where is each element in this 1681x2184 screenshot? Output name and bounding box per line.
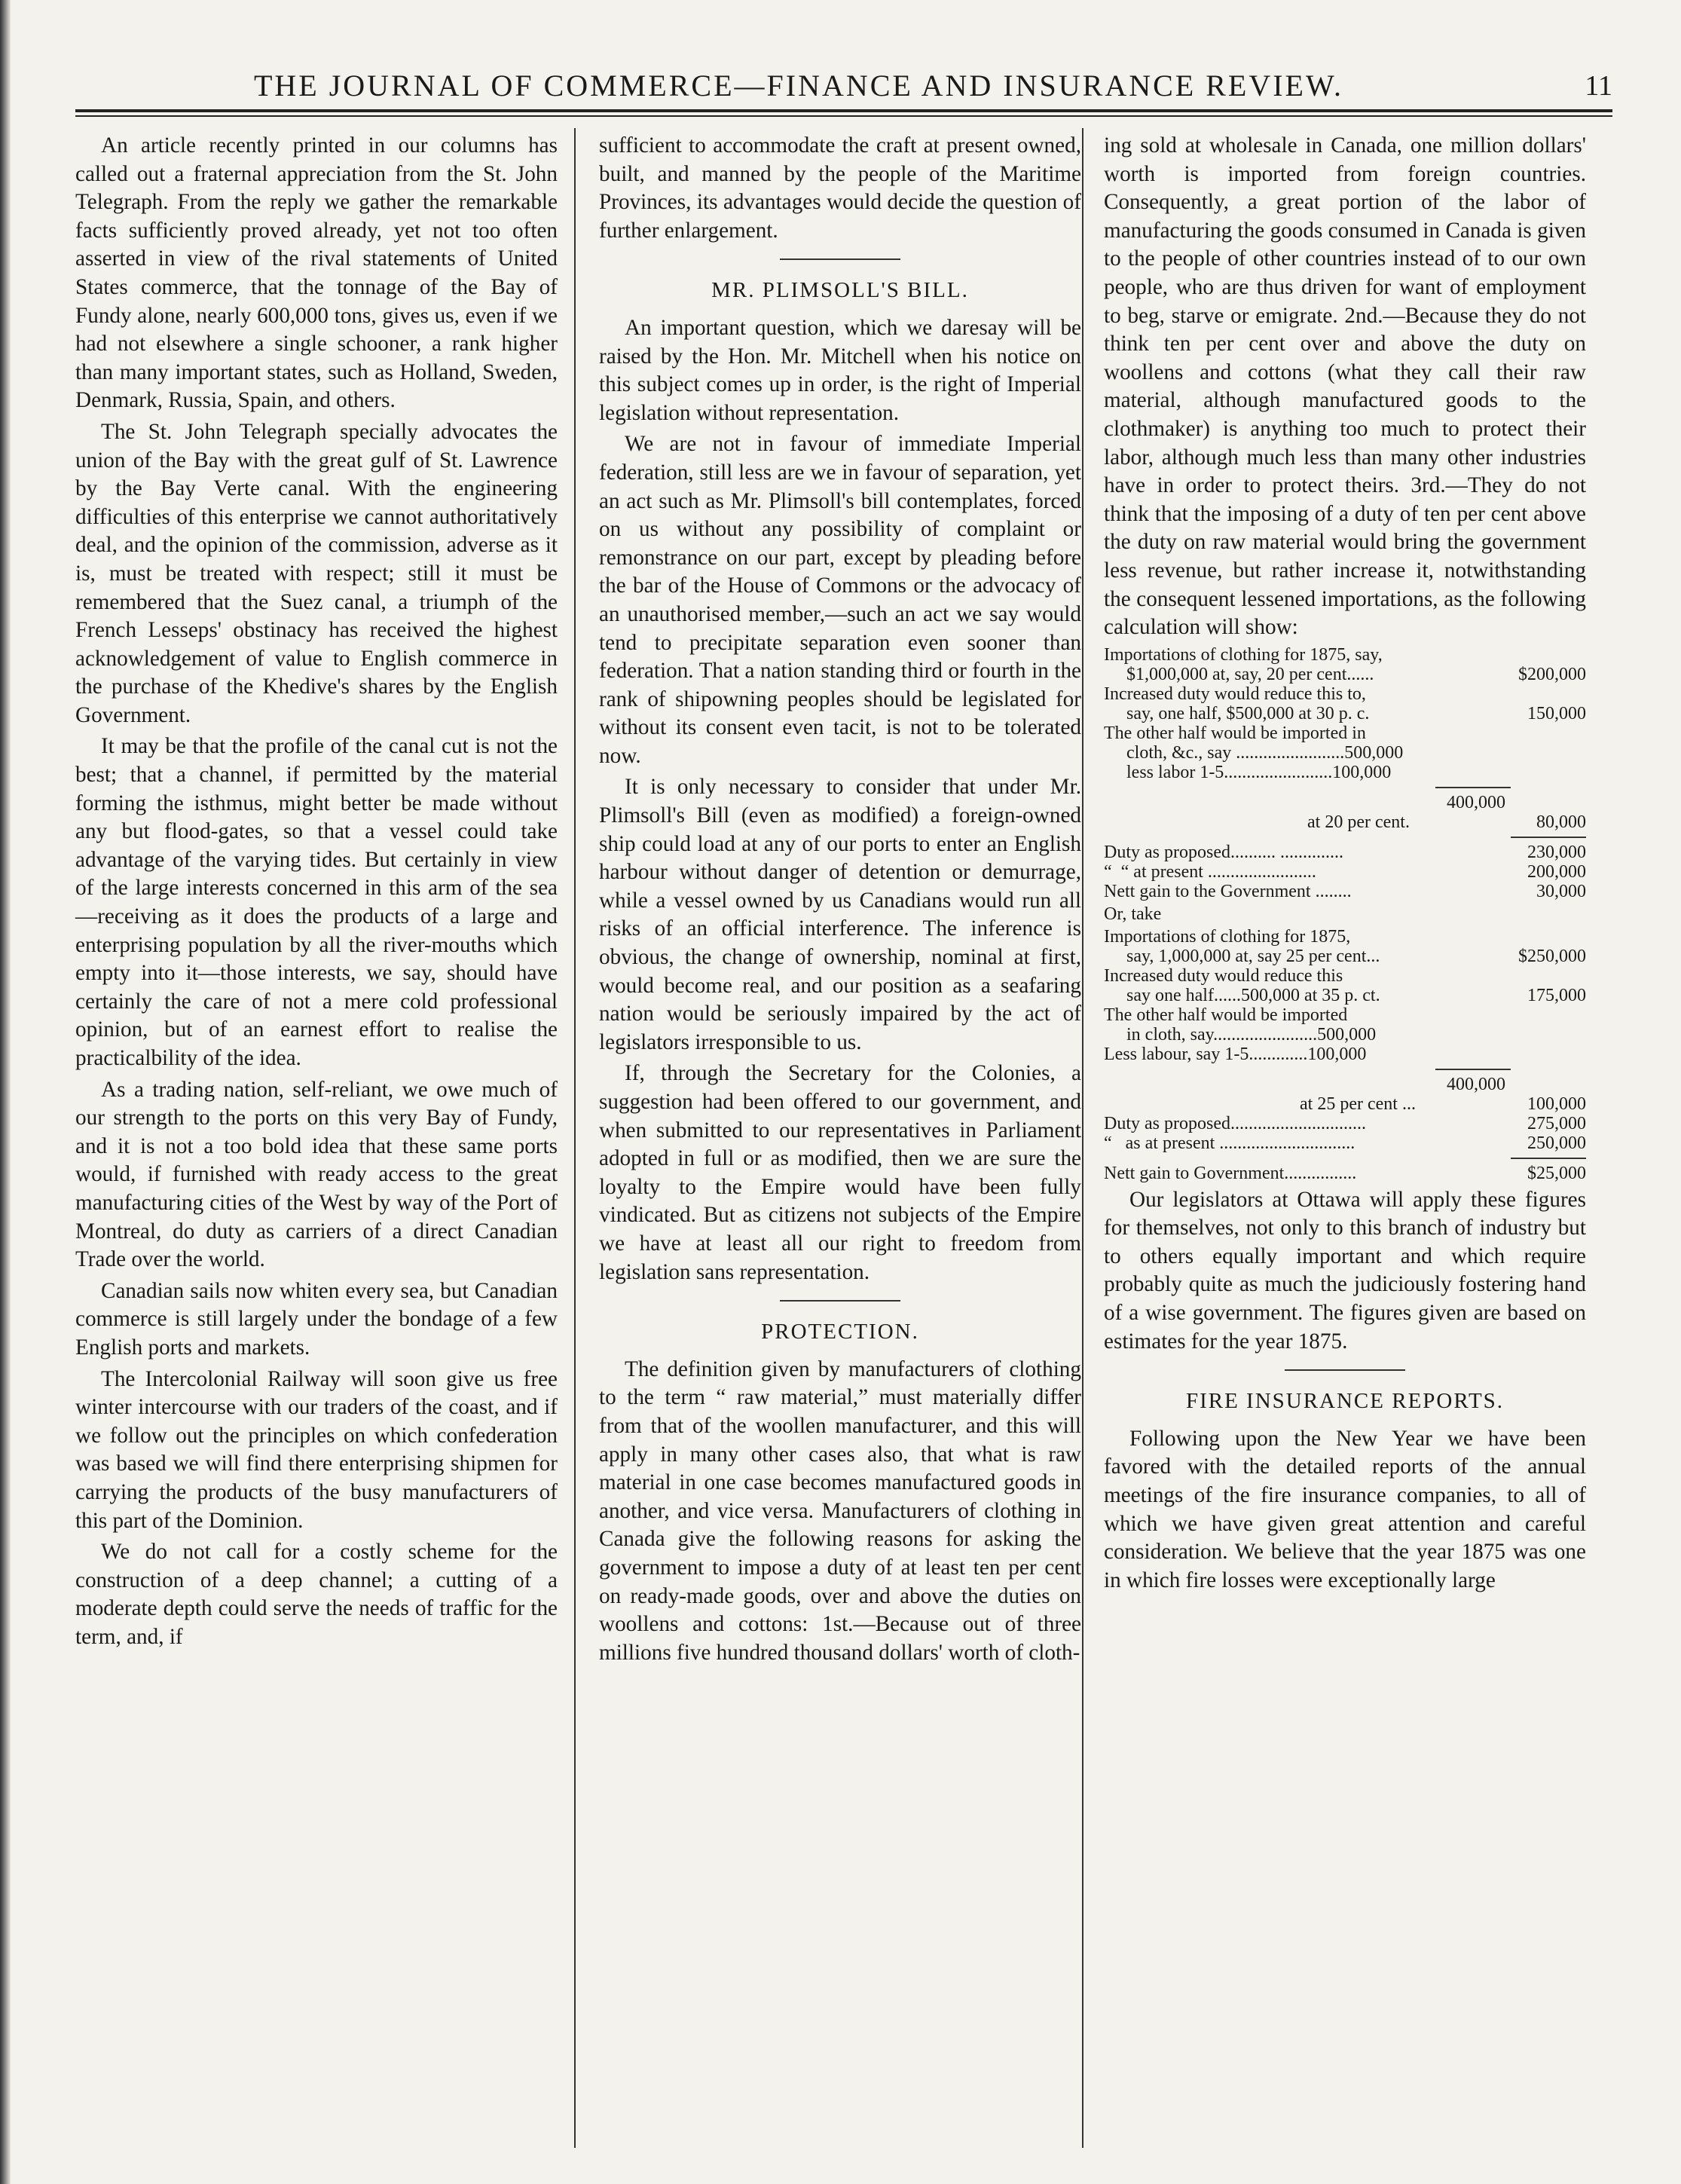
column-divider-2 — [1082, 128, 1083, 2148]
header-rule-thick — [75, 109, 1612, 112]
calc-line: Increased duty would reduce this — [1104, 965, 1343, 986]
calc-subtotal: 400,000 — [1447, 1074, 1505, 1094]
or-take-label: Or, take — [1104, 904, 1162, 924]
continued-paragraph: sufficient to accommodate the craft at present owned, built, and manned by the people of the Maritime Provinces, its advantages would decide the question of further enlargement. — [599, 133, 1081, 243]
sum-rule — [1435, 787, 1511, 788]
calc-row: at 20 per cent. 80,000 — [1307, 812, 1586, 832]
calc-row: Duty as proposed.............................. 275,000 — [1104, 1113, 1586, 1133]
article-paragraph: If, through the Secretary for the Colonies, a suggestion had been offered to our government, and when submitted to our representatives in Parliament adopted in full or as modified, then we are sure the loyalty to the Empire would have been fully vindicated. But as citizens not subjects of the Empire we have at least all our right to freedom from legislation sans representation. — [599, 1061, 1081, 1284]
article-paragraph: An article recently printed in our columns has called out a fraternal appreciation from the St. John Telegraph. From the reply we gather the remarkable facts sufficiently proved already, yet not too often asserted in view of the rival statements of United States commerce, that the tonnage of the Bay of Fundy alone, nearly 600,000 tons, gives us, even if we had not elsewhere a single schooner, a rank higher than many important states, such as Holland, Sweden, Denmark, Russia, Spain, and others. — [75, 133, 558, 413]
column-2 — [599, 132, 1081, 1667]
calc-line: The other half would be imported — [1104, 1005, 1348, 1025]
calc-row: Duty as proposed.......... .............. 230,000 — [1104, 842, 1586, 862]
journal-title: THE JOURNAL OF COMMERCE—FINANCE AND INSURANCE REVIEW. — [253, 69, 1344, 102]
article-paragraph: We do not call for a costly scheme for the construction of a deep channel; a cutting of a moderate depth could serve the needs of traffic for the term, and, if — [75, 1540, 558, 1649]
article-paragraph: The Intercolonial Railway will soon give us free winter intercourse with our traders of the coast, and if we follow out the principles on which confederation was based we will find there enterprising shipmen for carrying the products of the busy manufacturers of this part of the Dominion. — [75, 1366, 558, 1533]
calc-row: “ “ at present ........................ 200,000 — [1104, 861, 1586, 882]
section-heading-protection: PROTECTION. — [761, 1320, 919, 1344]
article-paragraph: As a trading nation, self-reliant, we owe much of our strength to the ports on this very Bay of Fundy, and it is not a too bold idea that these same ports would, if furnished with ready access to the great manufacturing cities of the West by way of the Port of Montreal, do duty as carriers of a direct Canadian Trade over the world. — [75, 1077, 558, 1272]
article-paragraph: The St. John Telegraph specially advocates the union of the Bay with the great gulf of St. Lawrence by the Bay Verte canal. With the engineering difficulties of this enterprise we cannot authoritatively deal, and the opinion of the commission, adverse as it is, must be treated with respect; still it must be remembered that the Suez canal, a triumph of the French Lesseps' obstinacy has received the highest acknowledgement of value to English commerce in the purchase of the Khedive's shares by the English Government. — [75, 419, 558, 727]
section-rule — [780, 258, 900, 260]
column-3 — [1104, 132, 1586, 1595]
continued-paragraph: ing sold at wholesale in Canada, one million dollars' worth is imported from foreign countries. Consequently, a great portion of the labor of manufacturing the goods consumed in Canada is given to the people of other countries instead of to our own people, who are thus driven for want of employment to beg, starve or emigrate. 2nd.—Because they do not think ten per cent over and above the duty on woollens and cottons (what they call their raw material, although manufactured goods to the clothmaker) is anything too much to protect their labor, although much less than many other industries have in order to protect theirs. 3rd.—They do not think that the imposing of a duty of ten per cent above the duty on raw material would bring the government less revenue, but rather increase it, notwithstanding the consequent lessened importations, as the following calculation will show: — [1104, 133, 1586, 640]
calc-row: say, 1,000,000 at, say 25 per cent... $250,000 — [1126, 946, 1586, 966]
article-paragraph: It is only necessary to consider that under Mr. Plimsoll's Bill (even as modified) a foreign-owned ship could load at any of our ports to enter an English harbour without danger of detention or demurrage, while a vessel owned by us Canadians would run all risks of an official interference. The inference is obvious, the change of ownership, nominal at first, would become real, and our position as a seafaring nation would be seriously impaired by the act of legislators irresponsible to us. — [599, 775, 1081, 1054]
section-rule — [780, 1300, 900, 1302]
article-paragraph: We are not in favour of immediate Imperial federation, still less are we in favour of separation, yet an act such as Mr. Plimsoll's bill contemplates, forced on us without any possibility of complaint or remonstrance on our part, except by pleading before the bar of the House of Commons or the advocacy of an unauthorised member,—such an act we say would tend to precipitate separation even sooner than federation. That a nation standing third or fourth in the rank of shipowning peoples should be legislated for without its consent even tacit, is not to be tolerated now. — [599, 432, 1081, 768]
sum-rule — [1511, 837, 1586, 838]
page-number: 11 — [1585, 70, 1612, 102]
calc-line: Less labour, say 1-5.............100,000 — [1104, 1044, 1367, 1064]
article-paragraph: The definition given by manufacturers of clothing to the term “ raw material,” must materially differ from that of the woollen manufacturer, and this will apply in many other cases also, that what is raw material in one case becomes manufactured goods in another, and vice versa. Manufacturers of clothing in Canada give the following reasons for asking the government to impose a duty of at least ten per cent on ready-made goods, over and above the duties on woollens and cottons: 1st.—Because out of three millions five hundred thousand dollars' worth of cloth- — [599, 1357, 1081, 1665]
calculation-table-2 — [1104, 927, 1586, 1183]
calc-line: in cloth, say.......................500,000 — [1126, 1024, 1377, 1045]
article-paragraph: Our legislators at Ottawa will apply these figures for themselves, not only to this branch of industry but to others equally important and which require probably quite as much the judiciously fostering hand of a wise government. The figures given are based on estimates for the year 1875. — [1104, 1187, 1586, 1354]
page-edge-shadow — [0, 0, 11, 2184]
calc-row: Nett gain to Government................ $25,000 — [1104, 1163, 1586, 1183]
calc-row: at 25 per cent ... 100,000 — [1300, 1094, 1586, 1114]
section-heading-fire-insurance: FIRE INSURANCE REPORTS. — [1185, 1389, 1505, 1414]
calc-line: Importations of clothing for 1875, — [1104, 926, 1351, 947]
calc-row: “ as at present .............................. 250,000 — [1104, 1133, 1586, 1153]
calc-line: Increased duty would reduce this to, — [1104, 684, 1366, 704]
page-header — [75, 62, 1612, 107]
calc-row: Nett gain to the Government ........ 30,000 — [1104, 881, 1586, 901]
article-paragraph: Canadian sails now whiten every sea, but Canadian commerce is still largely under the bondage of a few English ports and markets. — [75, 1278, 558, 1360]
calc-subtotal: 400,000 — [1447, 792, 1505, 812]
column-1 — [75, 132, 558, 1651]
section-heading-plimsoll: MR. PLIMSOLL'S BILL. — [711, 278, 969, 303]
article-paragraph: Following upon the New Year we have been favored with the detailed reports of the annual meetings of the fire insurance companies, to all of which we have given great attention and careful consideration. We believe that the year 1875 was one in which fire losses were exceptionally large — [1104, 1426, 1586, 1592]
calc-line: less labor 1-5........................100,000 — [1126, 762, 1392, 782]
calc-line: Importations of clothing for 1875, say, — [1104, 644, 1383, 665]
section-rule — [1285, 1369, 1405, 1371]
calc-row: say one half......500,000 at 35 p. ct. 175,000 — [1126, 985, 1586, 1005]
sum-rule — [1511, 1158, 1586, 1159]
calc-row: say, one half, $500,000 at 30 p. c. 150,000 — [1126, 703, 1586, 723]
article-paragraph: An important question, which we daresay will be raised by the Hon. Mr. Mitchell when his notice on this subject comes up in order, is the right of Imperial legislation without representation. — [599, 315, 1081, 425]
calc-line: The other half would be imported in — [1104, 723, 1366, 743]
calculation-table-1 — [1104, 645, 1586, 901]
article-paragraph: It may be that the profile of the canal cut is not the best; that a channel, if permitted by the material forming the isthmus, might better be made without any but flood-gates, so that a vessel could take advantage of the varying tides. But certainly in view of the large interests concerned in this arm of the sea—receiving as it does the products of a large and enterprising population by all the river-mouths which empty into it—those interests, we say, should have certainly the care of not a mere cold professional opinion, but of an earnest effort to realise the practicalbility of the idea. — [75, 734, 558, 1070]
header-rule-thin — [75, 115, 1612, 117]
column-divider-1 — [574, 128, 576, 2148]
calc-line: cloth, &c., say ........................500,000 — [1126, 742, 1404, 763]
sum-rule — [1435, 1069, 1511, 1070]
calc-row: $1,000,000 at, say, 20 per cent...... $200,000 — [1126, 664, 1586, 684]
